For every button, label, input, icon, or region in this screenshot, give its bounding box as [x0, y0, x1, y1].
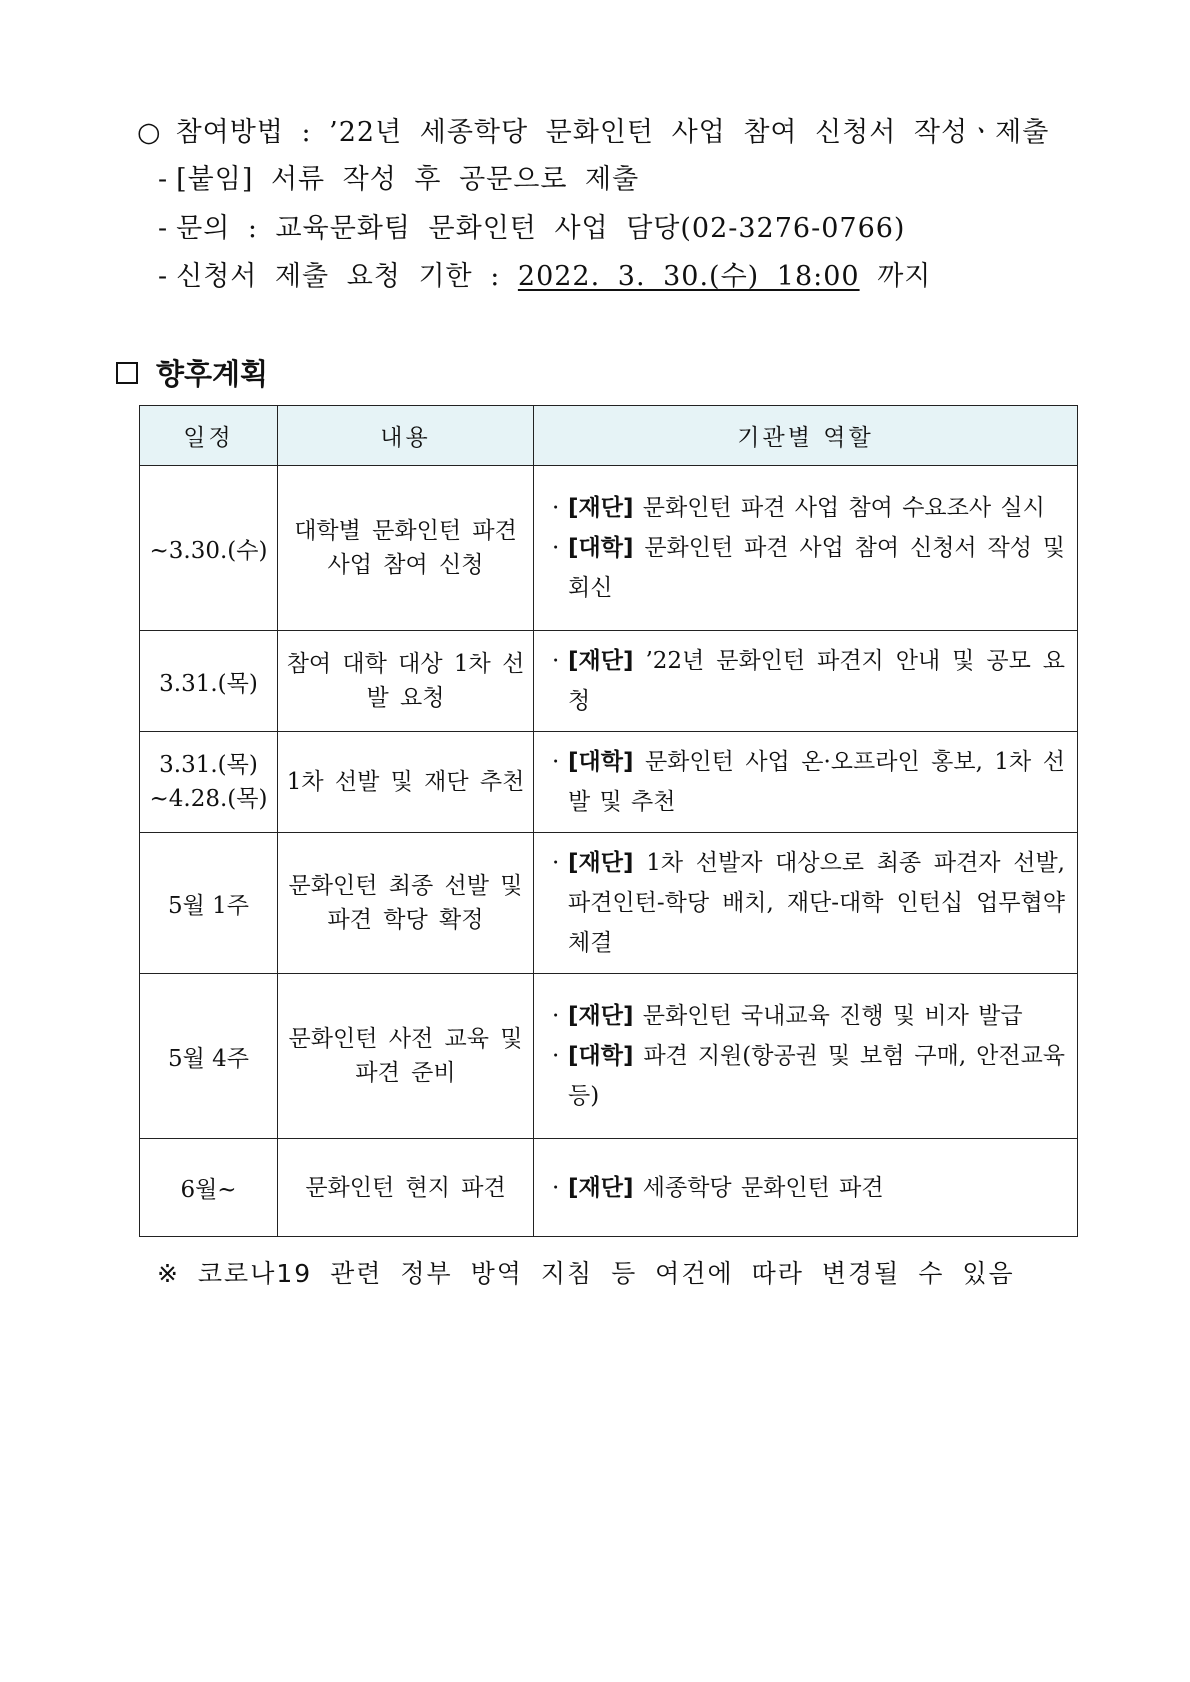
role-item: · [재단] 문화인턴 파견 사업 참여 수요조사 실시	[552, 495, 1045, 521]
role-text: 문화인턴 사업 온·오프라인 홍보, 1차 선발 및 추천	[568, 749, 1065, 815]
role-text: 문화인턴 국내교육 진행 및 비자 발급	[642, 1003, 1023, 1029]
table-header-row	[140, 406, 1078, 466]
role-text: 1차 선발자 대상으로 최종 파견자 선발, 파견인턴-학당 배치, 재단-대학 인턴십 업무협약 체결	[568, 850, 1065, 956]
row-date: 3.31.(목) ~4.28.(목)	[140, 732, 278, 833]
section-heading	[116, 352, 268, 393]
table-row	[140, 631, 1078, 732]
table-row	[140, 732, 1078, 833]
row-content: 문화인턴 현지 파견	[278, 1139, 534, 1237]
row-roles	[534, 974, 1078, 1139]
row-date: 5월 1주	[140, 833, 278, 974]
row-date: 6월~	[140, 1139, 278, 1237]
row-roles	[534, 466, 1078, 631]
table-row	[140, 466, 1078, 631]
participation-method-text: 참여방법 : ’22년 세종학당 문화인턴 사업 참여 신청서 작성ㆍ제출	[175, 117, 1050, 148]
row-content: 참여 대학 대상 1차 선발 요청	[278, 631, 534, 732]
row-roles	[534, 631, 1078, 732]
inquiry-text: 문의 : 교육문화팀 문화인턴 사업 담당(02-3276-0766)	[176, 213, 906, 244]
row-roles	[534, 833, 1078, 974]
role-tag: [재단]	[568, 850, 634, 876]
role-text: 문화인턴 파견 사업 참여 수요조사 실시	[642, 495, 1045, 521]
table-row	[140, 833, 1078, 974]
deadline-line	[158, 254, 931, 293]
square-bullet-icon	[116, 362, 138, 384]
deadline-date: 2022. 3. 30.(수) 18:00	[517, 261, 860, 292]
role-text: 세종학당 문화인턴 파견	[642, 1174, 884, 1201]
dash-bullet: -	[158, 213, 169, 244]
row-date: ~3.30.(수)	[140, 466, 278, 631]
role-item: · [대학] 파견 지원(항공권 및 보험 구매, 안전교육 등)	[552, 1043, 1066, 1109]
header-roles: 기관별 역할	[534, 406, 1078, 466]
role-item: · [재단] 1차 선발자 대상으로 최종 파견자 선발, 파견인턴-학당 배치, 재단-대학 인턴십 업무협약 체결	[552, 850, 1065, 956]
role-item: · [대학] 문화인턴 사업 온·오프라인 홍보, 1차 선발 및 추천	[552, 749, 1065, 815]
section-title: 향후계획	[156, 357, 269, 391]
attachment-line	[158, 157, 639, 196]
inquiry-line	[158, 206, 905, 245]
deadline-suffix: 까지	[877, 261, 932, 292]
role-tag: [대학]	[568, 749, 634, 775]
role-item: · [재단] 세종학당 문화인턴 파견	[552, 1174, 884, 1201]
attachment-text: [붙임] 서류 작성 후 공문으로 제출	[176, 164, 640, 195]
dash-bullet: -	[158, 261, 169, 292]
role-item: · [재단] 문화인턴 국내교육 진행 및 비자 발급	[552, 1003, 1023, 1029]
row-content: 문화인턴 최종 선발 및 파견 학당 확정	[278, 833, 534, 974]
header-date: 일정	[140, 406, 278, 466]
footnote: ※ 코로나19 관련 정부 방역 지침 등 여건에 따라 변경될 수 있음	[157, 1259, 1015, 1288]
deadline-prefix: 신청서 제출 요청 기한 :	[176, 261, 501, 292]
row-date: 3.31.(목)	[140, 631, 278, 732]
row-date: 5월 4주	[140, 974, 278, 1139]
role-text: 문화인턴 파견 사업 참여 신청서 작성 및 회신	[568, 535, 1066, 601]
circle-bullet: ○	[137, 117, 162, 148]
role-text: ’22년 문화인턴 파견지 안내 및 공모 요청	[568, 648, 1066, 714]
row-roles	[534, 1139, 1078, 1237]
header-content: 내용	[278, 406, 534, 466]
row-content: 대학별 문화인턴 파견 사업 참여 신청	[278, 466, 534, 631]
table-row	[140, 974, 1078, 1139]
role-tag: [대학]	[568, 535, 634, 561]
role-tag: [재단]	[568, 648, 634, 674]
role-item: · [재단] ’22년 문화인턴 파견지 안내 및 공모 요청	[552, 648, 1066, 714]
table-row	[140, 1139, 1078, 1237]
row-content: 1차 선발 및 재단 추천	[278, 732, 534, 833]
role-tag: [대학]	[568, 1043, 634, 1069]
role-item: · [대학] 문화인턴 파견 사업 참여 신청서 작성 및 회신	[552, 535, 1066, 601]
participation-method-line	[137, 110, 1049, 149]
row-content: 문화인턴 사전 교육 및 파견 준비	[278, 974, 534, 1139]
role-text: 파견 지원(항공권 및 보험 구매, 안전교육 등)	[568, 1043, 1066, 1109]
schedule-table	[139, 405, 1078, 1237]
role-tag: [재단]	[568, 495, 634, 521]
dash-bullet: -	[158, 164, 169, 195]
role-tag: [재단]	[568, 1003, 634, 1029]
row-roles	[534, 732, 1078, 833]
role-tag: [재단]	[568, 1174, 634, 1201]
